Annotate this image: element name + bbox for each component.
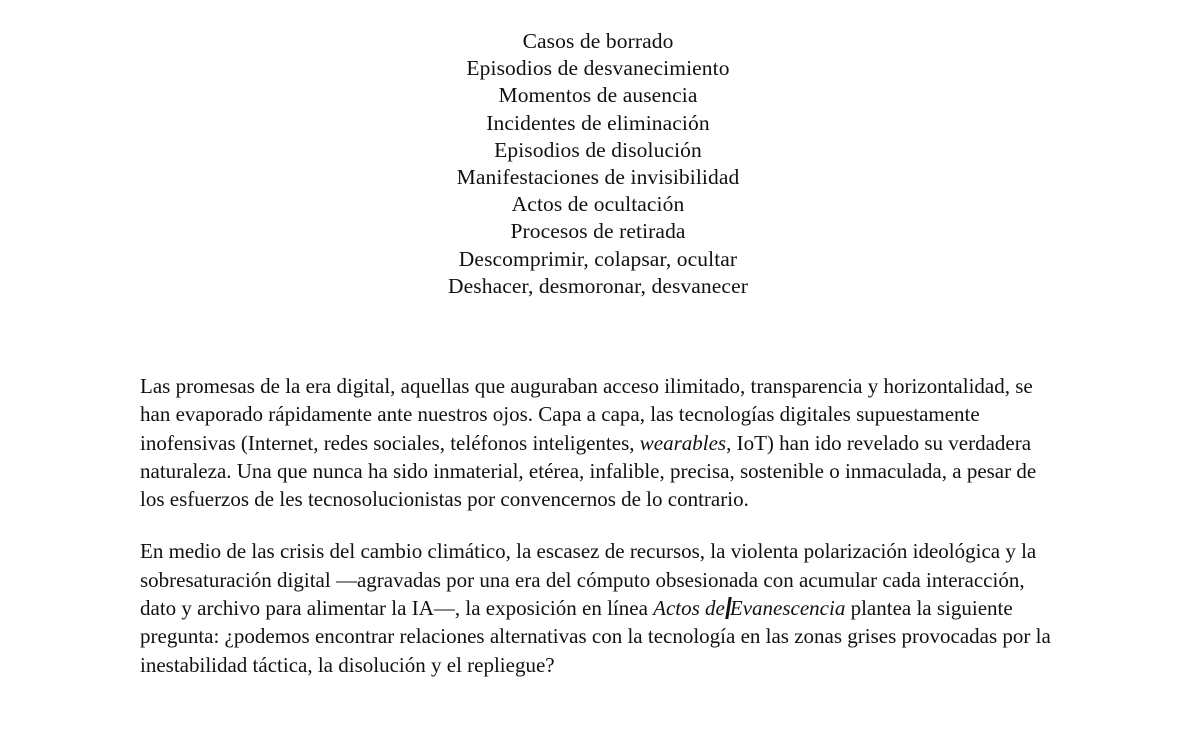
poem-line: Manifestaciones de invisibilidad xyxy=(456,165,740,190)
paragraph-2 xyxy=(140,537,1062,678)
poem-line: Procesos de retirada xyxy=(510,219,686,244)
poem-line: Episodios de desvanecimiento xyxy=(466,56,730,81)
centered-poem-block xyxy=(0,28,1196,300)
text-run: Las promesas de la era digital, aquellas que auguraban acceso ilimitado, transparencia y horizontalidad, se han evaporado rápidamente ante nuestros ojos. Capa a capa, las tecnologías digitales supuestamente inofensivas (Internet, redes sociales, teléfonos inteligentes, xyxy=(140,374,1033,455)
italic-run: wearables xyxy=(639,430,727,455)
poem-line: Descomprimir, colapsar, ocultar xyxy=(458,246,738,271)
italic-run: Evanescencia xyxy=(729,596,846,621)
poem-line: Incidentes de eliminación xyxy=(486,110,710,135)
paragraph-1 xyxy=(140,372,1062,513)
text-run: plantea la siguiente pregunta: ¿podemos encontrar relaciones alternativas con la tecnología en las zonas grises provocadas por la inestabilidad táctica, la disolución y el repliegue? xyxy=(140,596,1051,677)
text-run: En medio de las crisis del cambio climático, la escasez de recursos, la violenta polarización ideológica y la sobresaturación digital —agravadas por una era del cómputo obsesionada con acumular cada interacción, dato y archivo para alimentar la IA—, la exposición en línea xyxy=(140,539,1037,621)
poem-line: Deshacer, desmoronar, desvanecer xyxy=(448,273,748,298)
poem-line: Casos de borrado xyxy=(522,29,674,53)
italic-run: Actos de xyxy=(653,596,725,621)
prose-body xyxy=(140,372,1062,679)
text-run: , IoT) han ido revelado su verdadera naturaleza. Una que nunca ha sido inmaterial, etérea, infalible, precisa, sostenible o inmaculada, a pesar de los esfuerzos de les tecnosolucionistas por convencernos de lo contrario. xyxy=(140,430,1037,512)
poem-line: Momentos de ausencia xyxy=(498,83,698,108)
poem-line: Episodios de disolución xyxy=(494,137,702,162)
poem-line: Actos de ocultación xyxy=(511,192,685,217)
